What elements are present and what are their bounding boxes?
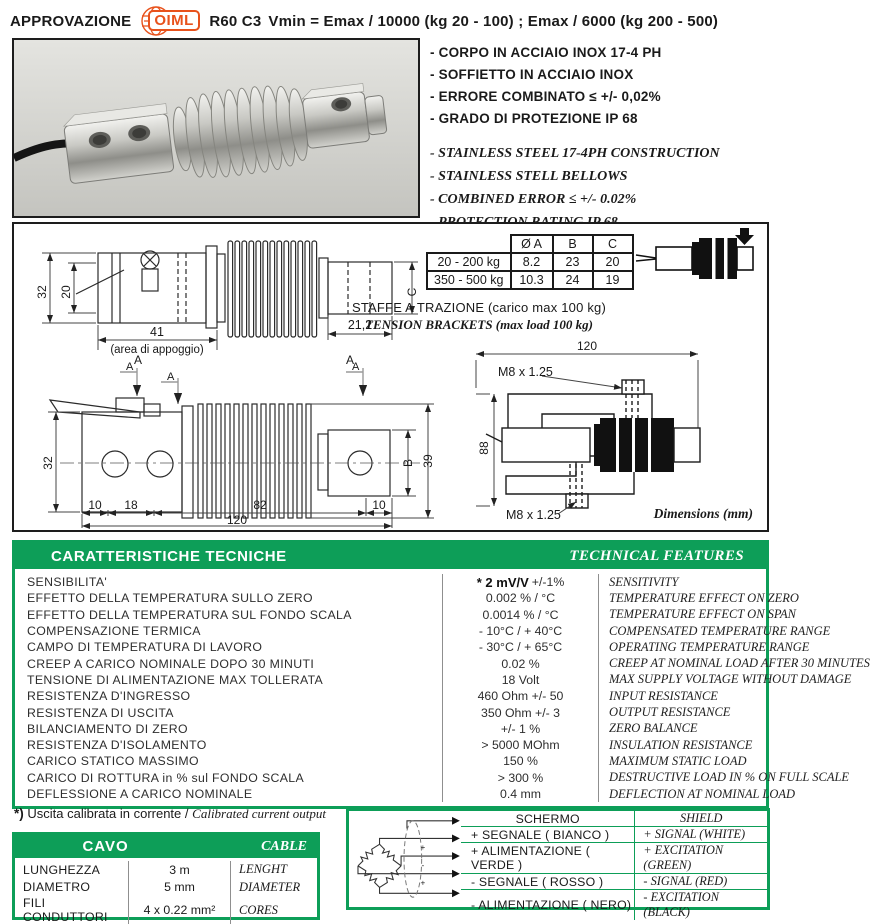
spec-label-en: COMPENSATED TEMPERATURE RANGE (609, 623, 831, 638)
col-header-b: B (553, 235, 593, 253)
spec-label-en: OPERATING TEMPERATURE RANGE (609, 639, 810, 654)
table-row (427, 271, 633, 289)
spec-label-en: CREEP AT NOMINAL LOAD AFTER 30 MINUTES (609, 656, 870, 671)
wire-label-en: SHIELD (680, 811, 723, 825)
spec-label-en: SENSITIVITY (609, 574, 679, 589)
spec-label-en: ZERO BALANCE (609, 721, 698, 736)
dim-21-2: 21,2 (347, 318, 373, 332)
dim-10: 10 (372, 498, 386, 512)
wiring-row (461, 889, 767, 920)
spec-value-text: 150 % (503, 754, 538, 769)
tech-rows (15, 569, 870, 806)
technical-features-table (12, 540, 870, 809)
cable-row (15, 861, 317, 879)
caption-italian: STAFFE A TRAZIONE (carico max 100 kg) (352, 300, 606, 315)
spec-value-text: > 300 % (497, 770, 544, 785)
wiring-table (346, 808, 770, 919)
spec-value (443, 623, 599, 639)
approval-label: APPROVAZIONE (10, 12, 132, 30)
footnote-english: Calibrated current output (192, 806, 327, 821)
spec-label-en: TEMPERATURE EFFECT ON ZERO (609, 590, 799, 605)
tech-title-english: TECHNICAL FEATURES (569, 547, 744, 564)
dim-c: C (405, 287, 419, 297)
drawing-tension-brackets (446, 336, 746, 522)
spec-value (443, 590, 599, 606)
spec-value (443, 574, 599, 590)
spec-value-text: - 10°C / + 40°C (478, 624, 563, 639)
spec-value-text: > 5000 MOhm (481, 738, 560, 753)
spec-value-text: 18 Volt (501, 672, 540, 687)
spec-value-bold: * 2 mV/V (476, 574, 529, 590)
thread-label-bottom: M8 x 1.25 (506, 508, 561, 522)
cable-label-en: LENGHT (239, 862, 287, 877)
model-code: R60 C3 (209, 12, 262, 30)
caption-english: TENSION BRACKETS (max load 100 kg) (365, 317, 593, 332)
section-a-label: A (345, 353, 355, 367)
spec-label-it: CARICO DI ROTTURA in % sul FONDO SCALA (15, 770, 443, 786)
cable-value: 4 x 0.22 mm² (129, 896, 231, 924)
svg-text:-: - (421, 860, 425, 870)
dim-10: 10 (88, 498, 102, 512)
spec-value (443, 655, 599, 671)
spec-value (443, 770, 599, 786)
spec-label-en: TEMPERATURE EFFECT ON SPAN (609, 607, 796, 622)
spec-value-text: +/-1% (531, 575, 565, 590)
tech-row (15, 688, 766, 704)
spec-label-en: OUTPUT RESISTANCE (609, 705, 731, 720)
dim-b: B (401, 458, 415, 468)
value-cell: 20 (593, 253, 633, 271)
spec-label-it: BILANCIAMENTO DI ZERO (15, 721, 443, 737)
area-di-appoggio-label: (area di appoggio) (110, 344, 204, 356)
cable-label-it: DIAMETRO (15, 879, 129, 897)
cable-value: 5 mm (129, 879, 231, 897)
spec-value-text: - 30°C / + 65°C (478, 640, 563, 655)
dim-32: 32 (35, 285, 49, 299)
spec-value (443, 672, 599, 688)
spec-value-text: 0.02 % (501, 656, 540, 671)
spec-value (443, 786, 599, 802)
features-italian (430, 42, 772, 130)
value-cell: 23 (553, 253, 593, 271)
tech-row (15, 721, 766, 737)
drawing-top-view (20, 360, 450, 530)
wiring-row (461, 826, 767, 842)
wire-label-en: - SIGNAL (RED) (643, 874, 728, 888)
dimensions-note: Dimensions (mm) (653, 506, 753, 521)
spec-label-it: RESISTENZA DI USCITA (15, 704, 443, 720)
wire-label-en: + SIGNAL (WHITE) (643, 827, 746, 841)
range-cell: 350 - 500 kg (427, 271, 511, 289)
wiring-row (461, 873, 767, 889)
spec-value (443, 721, 599, 737)
tech-row (15, 672, 852, 688)
spec-label-en: DEFLECTION AT NOMINAL LOAD (609, 786, 796, 801)
spec-label-en: MAX SUPPLY VOLTAGE WITHOUT DAMAGE (609, 672, 852, 687)
footnote-italian: Uscita calibrata in corrente (27, 806, 182, 821)
product-photo (12, 38, 420, 218)
load-cell-photo-art (14, 40, 418, 216)
bellows-fins (228, 241, 317, 337)
feature-item: - COMBINED ERROR ≤ +/- 0.02% (430, 192, 637, 207)
svg-text:+: + (420, 843, 426, 853)
empty-cell (427, 235, 511, 253)
feature-item: - STAINLESS STEEL 17-4PH CONSTRUCTION (430, 146, 720, 161)
down-arrow-icon (735, 228, 754, 245)
feature-item: - ERRORE COMBINATO ≤ +/- 0,02% (430, 89, 661, 104)
spec-label-en: DESTRUCTIVE LOAD IN % ON FULL SCALE (609, 770, 850, 785)
spec-value-text: 0.002 % / °C (485, 591, 556, 606)
wire-label-it: + ALIMENTAZIONE ( VERDE ) (461, 843, 635, 873)
range-cell: 20 - 200 kg (427, 253, 511, 271)
dim-41: 41 (150, 325, 164, 339)
dim-120: 120 (576, 339, 598, 353)
wire-label-it: - ALIMENTAZIONE ( NERO) (461, 890, 635, 920)
spec-label-it: SENSIBILITA' (15, 574, 443, 590)
dim-120: 120 (226, 513, 248, 527)
spec-label-en: MAXIMUM STATIC LOAD (609, 753, 747, 768)
tension-brackets-caption (314, 300, 644, 333)
footnote-separator: / (184, 806, 189, 821)
features-english (430, 142, 772, 234)
cable-row (15, 879, 317, 897)
tech-row (15, 753, 766, 769)
oiml-wordmark: OIML (148, 10, 200, 31)
dim-32: 32 (41, 456, 55, 470)
spec-label-it: CAMPO DI TEMPERATURA DI LAVORO (15, 639, 443, 655)
spec-label-it: EFFETTO DELLA TEMPERATURA SULLO ZERO (15, 590, 443, 606)
value-cell: 8.2 (511, 253, 553, 271)
spec-value-text: +/- 1 % (500, 721, 541, 736)
footnote-marker: *) (14, 806, 24, 821)
tech-row (15, 737, 766, 753)
dim-20: 20 (59, 285, 73, 299)
cable-label-it: LUNGHEZZA (15, 861, 129, 879)
spec-label-it: COMPENSAZIONE TERMICA (15, 623, 443, 639)
col-header-c: C (593, 235, 633, 253)
tech-title-italian: CARATTERISTICHE TECNICHE (51, 547, 287, 565)
cable-value: 3 m (129, 861, 231, 879)
svg-text:+: + (420, 878, 426, 888)
wire-label-it: + SEGNALE ( BIANCO ) (461, 827, 635, 842)
cable-header-bar (15, 835, 317, 858)
spec-value (443, 607, 599, 623)
spec-label-it: EFFETTO DELLA TEMPERATURA SUL FONDO SCALA (15, 607, 443, 623)
dim-18: 18 (124, 498, 138, 512)
section-a-label: A (126, 361, 134, 373)
wire-arrows (452, 817, 460, 897)
spec-value-text: 460 Ohm +/- 50 (477, 689, 564, 704)
dim-82: 82 (253, 498, 267, 512)
spec-label-it: TENSIONE DI ALIMENTAZIONE MAX TOLLERATA (15, 672, 443, 688)
wire-label-en: + EXCITATION (GREEN) (643, 843, 724, 872)
tech-row (15, 655, 870, 671)
tech-row (15, 704, 766, 720)
spec-value-text: 0.4 mm (500, 787, 541, 801)
spec-value (443, 688, 599, 704)
section-a-label: A (167, 371, 175, 383)
cable-row (15, 896, 317, 924)
cable-title-english: CABLE (261, 838, 307, 854)
spec-label-it: CREEP A CARICO NOMINALE DOPO 30 MINUTI (15, 655, 443, 671)
spec-value-text: 0.0014 % / °C (482, 607, 559, 622)
spec-value (443, 704, 599, 720)
tech-row (15, 639, 810, 655)
tech-header-bar (15, 543, 766, 569)
tech-row (15, 574, 766, 590)
cable-table (12, 832, 320, 924)
wheatstone-bridge-diagram (349, 811, 461, 907)
load-direction-icon (634, 228, 758, 290)
value-cell: 10.3 (511, 271, 553, 289)
section-a-label: A (352, 361, 360, 373)
feature-item: - CORPO IN ACCIAIO INOX 17-4 PH (430, 45, 662, 60)
cable-label-en: DIAMETER (239, 879, 301, 894)
wire-label-en: - EXCITATION (BLACK) (643, 890, 719, 919)
section-a-label: A (133, 353, 143, 367)
spec-value (443, 737, 599, 753)
tech-row (15, 623, 831, 639)
spec-label-it: DEFLESSIONE A CARICO NOMINALE (15, 786, 443, 802)
spec-label-it: RESISTENZA D'ISOLAMENTO (15, 737, 443, 753)
section-arrows (120, 368, 363, 404)
wiring-row (461, 811, 767, 826)
cable-rows (15, 858, 317, 924)
cable-label-it: FILI CONDUTTORI (15, 896, 129, 924)
wiring-rows (461, 811, 767, 919)
col-header-dia-a: Ø A (511, 235, 553, 253)
drawing-side-view (20, 228, 450, 366)
vmin-formula: Vmin = Emax / 10000 (kg 20 - 100) ; Emax / 6000 (kg 200 - 500) (268, 12, 719, 30)
cable-title-italian: CAVO (82, 838, 129, 855)
spec-value-text: 350 Ohm +/- 3 (481, 705, 560, 720)
wiring-row (461, 842, 767, 873)
technical-drawings (12, 222, 769, 532)
calibration-footnote (14, 806, 326, 822)
feature-item: - STAINLESS STELL BELLOWS (430, 169, 628, 184)
wire-label-it: - SEGNALE ( ROSSO ) (461, 874, 635, 889)
value-cell: 19 (593, 271, 633, 289)
tech-row (15, 607, 796, 623)
spec-label-en: INPUT RESISTANCE (609, 688, 718, 703)
tech-row (15, 786, 796, 802)
feature-item: - SOFFIETTO IN ACCIAIO INOX (430, 67, 634, 82)
header (10, 6, 770, 36)
spec-label-en: INSULATION RESISTANCE (609, 737, 753, 752)
dim-88: 88 (477, 441, 491, 455)
wire-label-it: SCHERMO (461, 811, 635, 826)
spec-value (443, 639, 599, 655)
dim-39: 39 (421, 454, 435, 468)
cable-label-en: CORES (239, 902, 278, 917)
dimension-table (426, 234, 634, 290)
tech-row (15, 770, 850, 786)
feature-item: - GRADO DI PROTEZIONE IP 68 (430, 111, 638, 126)
feature-lists (430, 42, 772, 234)
spec-value (443, 753, 599, 769)
tech-row (15, 590, 799, 606)
value-cell: 24 (553, 271, 593, 289)
table-row (427, 253, 633, 271)
spec-label-it: CARICO STATICO MASSIMO (15, 753, 443, 769)
thread-label-top: M8 x 1.25 (498, 365, 553, 379)
spec-label-it: RESISTENZA D'INGRESSO (15, 688, 443, 704)
oiml-logo (138, 6, 202, 36)
